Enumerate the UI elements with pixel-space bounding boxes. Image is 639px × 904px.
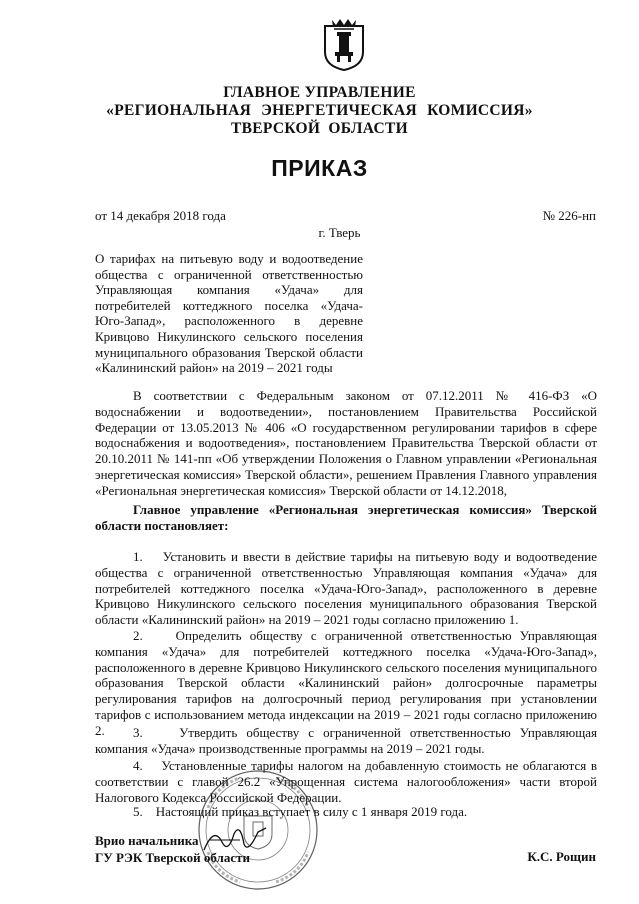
decision-paragraph: Главное управление «Региональная энергетическая комиссия» Тверской области постановляет: (95, 502, 597, 533)
order-item-4: 4. Установленные тарифы налогом на добавленную стоимость не облагаются в соответствии с главой 26.2 «Упрощенная система налогообложения» части второй Налогового Кодекса Российской Федерации. (95, 758, 597, 805)
order-item-1: 1. Установить и ввести в действие тарифы на питьевую воду и водоотведение общества с ограниченной ответственностью Управляющая компания «Удача» для потребителей коттеджного поселка «Удача-Юго-Запад», расположенного в деревне Кривцово Никулинского сельского поселения муниципального образования Тверской области «Калининский район» на 2019 – 2021 годы согласно приложению 1. (95, 549, 597, 628)
order-city: г. Тверь (318, 225, 361, 240)
order-number: № 226-нп (542, 208, 596, 223)
order-item-5: 5. Настоящий приказ вступает в силу с 1 января 2019 года. (133, 804, 468, 819)
intro-paragraph: В соответствии с Федеральным законом от 07.12.2011 № 416-ФЗ «О водоснабжении и водоотведении», постановлением Правительства Российской Федерации от 13.05.2013 № 406 «О государственном регулировании тарифов в сфере водоснабжения и водоотведения», постановлением Правительства Тверской области от 20.10.2011 № 141-пп «Об утверждении Положения о Главном управлении «Региональная энергетическая комиссия» Тверской области», решением Правления Главного управления «Региональная энергетическая комиссия» Тверской области от 14.12.2018, (95, 388, 597, 498)
header-line-3: ТВЕРСКОЙ ОБЛАСТИ (231, 120, 408, 137)
order-item-2: 2. Определить обществу с ограниченной ответственностью Управляющая компания «Удача» для потребителей коттеджного поселка «Удача-Юго-Запад», расположенного в деревне Кривцово Никулинского сельского поселения муниципального образования Тверской области «Калининский район» долгосрочные параметры регулирования тарифов на долгосрочный период регулирования при установлении тарифов с использованием метода индексации на 2019 – 2021 годы согласно приложению 2. (95, 628, 597, 738)
signatory-position-line-1: Врио начальника (95, 833, 199, 848)
document-title: ПРИКАЗ (271, 155, 368, 181)
order-subject: О тарифах на питьевую воду и водоотведение общества с ограниченной ответственностью Управляющая компания «Удача» для потребителей коттеджного поселка «Удача-Юго-Запад», расположенного в деревне Кривцово Никулинского сельского поселения муниципального образования Тверской области «Калининский район» на 2019 – 2021 годы (95, 251, 363, 376)
order-date: от 14 декабря 2018 года (95, 208, 226, 223)
header-line-2: «РЕГИОНАЛЬНАЯ ЭНЕРГЕТИЧЕСКАЯ КОМИССИЯ» (106, 102, 533, 119)
header-line-1: ГЛАВНОЕ УПРАВЛЕНИЕ (223, 84, 416, 101)
signatory-position (95, 832, 250, 866)
signatory-name: К.С. Рощин (527, 849, 596, 864)
order-item-3: 3. Утвердить обществу с ограниченной ответственностью Управляющая компания «Удача» производственные программы на 2019 – 2021 годы. (95, 725, 597, 756)
signatory-position-line-2: ГУ РЭК Тверской области (95, 850, 250, 865)
tver-coat-of-arms-emblem (322, 16, 366, 72)
